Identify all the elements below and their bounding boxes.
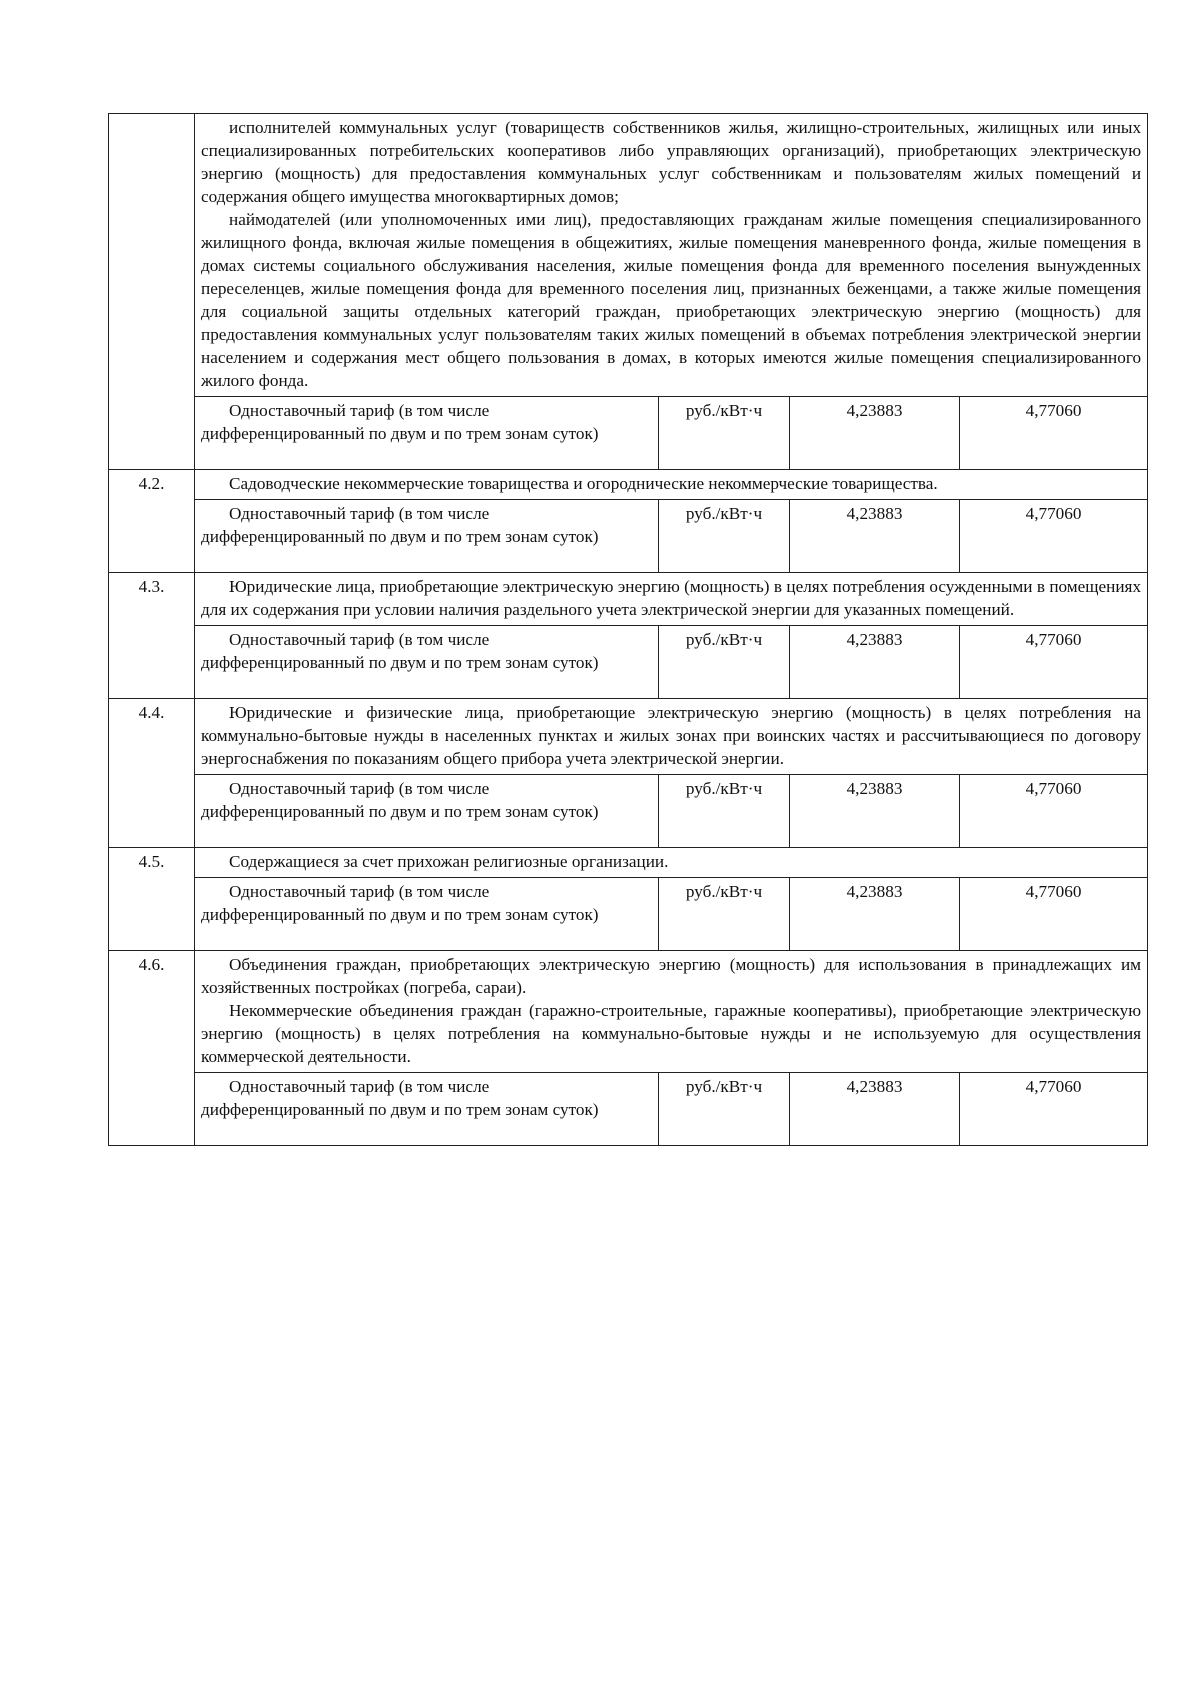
description-paragraph: наймодателей (или уполномоченных ими лиц), предоставляющих гражданам жилые помещения специализированного жилищного фонда, включая жилые помещения в общежитиях, жилые помещения маневренного фонда, жилые помещения в домах системы социального обслуживания населения, жилые помещения фонда для временного поселения вынужденных переселенцев, жилые помещения фонда для временного поселения лиц, признанных беженцами, а также жилые помещения для социальной защиты отдельных категорий граждан, приобретающих электрическую энергию (мощность) для предоставления коммунальных услуг пользователям таких жилых помещений в объемах потребления электрической энергии населением и содержания мест общего пользования в домах, в которых имеются жилые помещения специализированного жилого фонда.: [201, 210, 1142, 390]
tariff-value-first-half: 4,23883: [790, 1073, 960, 1146]
tariff-unit: руб./кВт·ч: [659, 1073, 790, 1146]
row-number: 4.6.: [109, 951, 195, 1146]
description-paragraph: Юридические лица, приобретающие электрическую энергию (мощность) в целях потребления осужденными в помещениях для их содержания при условии наличия раздельного учета электрической энергии для указанных помещений.: [201, 577, 1142, 619]
tariff-name: Одноставочный тариф (в том числе дифференцированный по двум и по трем зонам суток): [195, 775, 659, 848]
description-paragraph: Некоммерческие объединения граждан (гаражно-строительные, гаражные кооперативы), приобретающие электрическую энергию (мощность) в целях потребления на коммунально-бытовые нужды и не используемую для осуществления коммерческой деятельности.: [201, 1001, 1142, 1066]
description-paragraph: Садоводческие некоммерческие товарищества и огороднические некоммерческие товарищества.: [229, 474, 938, 493]
tariff-unit: руб./кВт·ч: [659, 626, 790, 699]
row-number: 4.4.: [109, 699, 195, 848]
description-paragraph: Объединения граждан, приобретающих электрическую энергию (мощность) для использования в принадлежащих им хозяйственных постройках (погреба, сараи).: [201, 955, 1142, 997]
category-row: [109, 470, 1148, 500]
description-paragraph: Содержащиеся за счет прихожан религиозные организации.: [229, 852, 669, 871]
tariff-row: [109, 1073, 1148, 1146]
category-description: [195, 470, 1148, 500]
tariff-value-first-half: 4,23883: [790, 626, 960, 699]
tariff-unit: руб./кВт·ч: [659, 397, 790, 470]
tariff-unit: руб./кВт·ч: [659, 500, 790, 573]
tariff-row: [109, 626, 1148, 699]
category-row: [109, 573, 1148, 626]
category-description: [195, 699, 1148, 775]
tariff-row: [109, 397, 1148, 470]
tariff-name: Одноставочный тариф (в том числе дифференцированный по двум и по трем зонам суток): [195, 397, 659, 470]
tariff-value-second-half: 4,77060: [960, 500, 1148, 573]
tariff-row: [109, 775, 1148, 848]
description-paragraph: исполнителей коммунальных услуг (товариществ собственников жилья, жилищно-строительных, жилищных или иных специализированных потребительских кооперативов либо управляющих организаций), приобретающих электрическую энергию (мощность) для предоставления коммунальных услуг собственникам и пользователям жилых помещений и содержания общего имущества многоквартирных домов;: [201, 118, 1142, 206]
description-paragraph: Юридические и физические лица, приобретающие электрическую энергию (мощность) в целях потребления на коммунально-бытовые нужды в населенных пунктах и жилых зонах при воинских частях и рассчитывающиеся по договору энергоснабжения по показаниям общего прибора учета электрической энергии.: [201, 703, 1142, 768]
category-description: [195, 573, 1148, 626]
row-number: [109, 114, 195, 470]
row-number: 4.5.: [109, 848, 195, 951]
tariff-table-body: [109, 114, 1148, 1146]
category-row: [109, 114, 1148, 397]
category-row: [109, 699, 1148, 775]
tariff-value-first-half: 4,23883: [790, 775, 960, 848]
tariff-unit: руб./кВт·ч: [659, 775, 790, 848]
row-number: 4.2.: [109, 470, 195, 573]
tariff-value-second-half: 4,77060: [960, 626, 1148, 699]
row-number: 4.3.: [109, 573, 195, 699]
tariff-table: [108, 113, 1148, 1146]
category-description: [195, 114, 1148, 397]
tariff-value-second-half: 4,77060: [960, 1073, 1148, 1146]
category-description: [195, 951, 1148, 1073]
tariff-value-second-half: 4,77060: [960, 775, 1148, 848]
tariff-value-first-half: 4,23883: [790, 500, 960, 573]
category-description: [195, 848, 1148, 878]
tariff-name: Одноставочный тариф (в том числе дифференцированный по двум и по трем зонам суток): [195, 500, 659, 573]
category-row: [109, 951, 1148, 1073]
tariff-name: Одноставочный тариф (в том числе дифференцированный по двум и по трем зонам суток): [195, 626, 659, 699]
tariff-row: [109, 500, 1148, 573]
tariff-value-first-half: 4,23883: [790, 397, 960, 470]
tariff-row: [109, 878, 1148, 951]
tariff-value-second-half: 4,77060: [960, 397, 1148, 470]
tariff-value-first-half: 4,23883: [790, 878, 960, 951]
tariff-name: Одноставочный тариф (в том числе дифференцированный по двум и по трем зонам суток): [195, 878, 659, 951]
category-row: [109, 848, 1148, 878]
tariff-name: Одноставочный тариф (в том числе дифференцированный по двум и по трем зонам суток): [195, 1073, 659, 1146]
tariff-value-second-half: 4,77060: [960, 878, 1148, 951]
tariff-unit: руб./кВт·ч: [659, 878, 790, 951]
